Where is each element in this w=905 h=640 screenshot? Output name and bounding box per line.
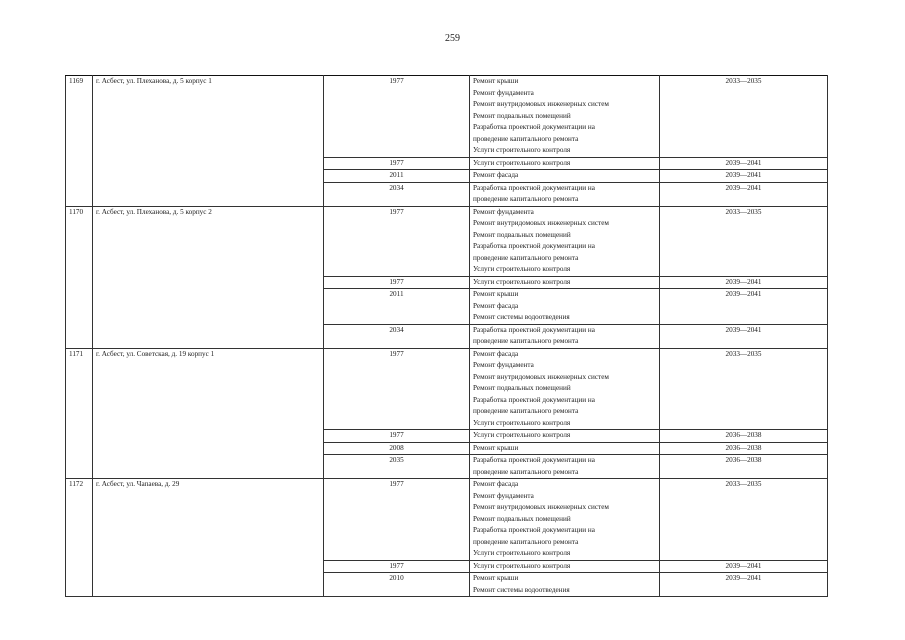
year-cell: 1977	[324, 157, 470, 170]
year-cell: 2008	[324, 442, 470, 455]
works-cell	[470, 455, 660, 479]
work-item: Ремонт крыши	[473, 574, 519, 582]
works-cell	[470, 348, 660, 430]
work-item: Ремонт фундамента	[473, 207, 534, 216]
table-row	[66, 76, 828, 158]
year-cell: 2010	[324, 573, 470, 597]
period-cell: 2039—2041	[660, 324, 828, 348]
table-row	[66, 348, 828, 430]
period-cell: 2039—2041	[660, 170, 828, 183]
work-item: Ремонт фундамента	[473, 361, 534, 369]
period-cell: 2039—2041	[660, 560, 828, 573]
works-cell	[470, 479, 660, 561]
year-cell: 2034	[324, 324, 470, 348]
period-cell: 2039—2041	[660, 276, 828, 289]
building-address: г. Асбест, ул. Советская, д. 19 корпус 1	[93, 348, 324, 479]
period-cell: 2039—2041	[660, 289, 828, 325]
year-cell: 1977	[324, 276, 470, 289]
period-cell: 2033—2035	[660, 76, 828, 158]
works-cell	[470, 289, 660, 325]
period-cell: 2033—2035	[660, 206, 828, 276]
work-item: Услуги строительного контроля	[473, 561, 571, 570]
period-cell: 2039—2041	[660, 573, 828, 597]
period-cell: 2033—2035	[660, 479, 828, 561]
work-item: Услуги строительного контроля	[473, 549, 571, 557]
work-item: Услуги строительного контроля	[473, 158, 571, 167]
work-item: Услуги строительного контроля	[473, 431, 571, 439]
year-cell: 2011	[324, 289, 470, 325]
works-cell	[470, 182, 660, 206]
year-cell: 1977	[324, 479, 470, 561]
work-item: Услуги строительного контроля	[473, 418, 571, 427]
year-cell: 1977	[324, 348, 470, 430]
work-item: Ремонт фундамента	[473, 491, 534, 500]
year-cell: 2011	[324, 170, 470, 183]
table-body	[66, 76, 828, 597]
work-item: проведение капитального ремонта	[473, 134, 579, 143]
works-cell	[470, 560, 660, 573]
building-address: г. Асбест, ул. Плеханова, д. 5 корпус 1	[93, 76, 324, 207]
row-number: 1170	[66, 206, 93, 348]
work-item: Ремонт внутридомовых инженерных систем	[473, 100, 609, 108]
building-address: г. Асбест, ул. Чапаева, д. 29	[93, 479, 324, 597]
work-item: Разработка проектной документации на	[473, 456, 595, 464]
works-cell	[470, 276, 660, 289]
capital-repair-table	[65, 75, 828, 597]
period-cell: 2033—2035	[660, 348, 828, 430]
works-cell	[470, 573, 660, 597]
table-row	[66, 479, 828, 561]
work-item: проведение капитального ремонта	[473, 407, 579, 415]
row-number: 1169	[66, 76, 93, 207]
work-item: Ремонт подвальных помещений	[473, 111, 571, 120]
work-item: Разработка проектной документации на	[473, 395, 595, 404]
work-item: Ремонт внутридомовых инженерных систем	[473, 219, 609, 227]
year-cell: 1977	[324, 560, 470, 573]
works-cell	[470, 324, 660, 348]
building-address: г. Асбест, ул. Плеханова, д. 5 корпус 2	[93, 206, 324, 348]
work-item: Ремонт внутридомовых инженерных систем	[473, 372, 609, 381]
work-item: Ремонт фасада	[473, 480, 519, 488]
table-row	[66, 206, 828, 276]
year-cell: 1977	[324, 430, 470, 443]
work-item: Ремонт крыши	[473, 290, 519, 298]
period-cell: 2036—2038	[660, 442, 828, 455]
work-item: Ремонт подвальных помещений	[473, 514, 571, 523]
work-item: Ремонт внутридомовых инженерных систем	[473, 503, 609, 511]
year-cell: 2034	[324, 182, 470, 206]
page-number: 259	[445, 33, 460, 44]
works-cell	[470, 430, 660, 443]
work-item: Ремонт фасада	[473, 171, 519, 179]
work-item: Ремонт подвальных помещений	[473, 384, 571, 392]
work-item: Услуги строительного контроля	[473, 277, 571, 286]
work-item: Ремонт подвальных помещений	[473, 230, 571, 239]
period-cell: 2039—2041	[660, 182, 828, 206]
work-item: Разработка проектной документации на	[473, 242, 595, 250]
work-item: проведение капитального ремонта	[473, 467, 579, 476]
works-cell	[470, 442, 660, 455]
work-item: проведение капитального ремонта	[473, 195, 579, 203]
year-cell: 2035	[324, 455, 470, 479]
work-item: Ремонт крыши	[473, 77, 519, 85]
work-item: Ремонт системы водоотведения	[473, 313, 570, 321]
year-cell: 1977	[324, 206, 470, 276]
work-item: Разработка проектной документации на	[473, 325, 595, 334]
work-item: Разработка проектной документации на	[473, 526, 595, 534]
period-cell: 2039—2041	[660, 157, 828, 170]
work-item: Услуги строительного контроля	[473, 146, 571, 154]
period-cell: 2036—2038	[660, 455, 828, 479]
work-item: Ремонт фасада	[473, 301, 519, 310]
work-item: Разработка проектной документации на	[473, 123, 595, 131]
works-cell	[470, 76, 660, 158]
works-cell	[470, 170, 660, 183]
work-item: проведение капитального ремонта	[473, 537, 579, 546]
works-cell	[470, 206, 660, 276]
work-item: Разработка проектной документации на	[473, 183, 595, 192]
work-item: Ремонт фундамента	[473, 88, 534, 97]
year-cell: 1977	[324, 76, 470, 158]
row-number: 1171	[66, 348, 93, 479]
work-item: проведение капитального ремонта	[473, 337, 579, 345]
period-cell: 2036—2038	[660, 430, 828, 443]
work-item: Услуги строительного контроля	[473, 265, 571, 273]
work-item: Ремонт системы водоотведения	[473, 585, 570, 594]
works-cell	[470, 157, 660, 170]
work-item: Ремонт фасада	[473, 349, 519, 358]
row-number: 1172	[66, 479, 93, 597]
work-item: проведение капитального ремонта	[473, 253, 579, 262]
work-item: Ремонт крыши	[473, 443, 519, 452]
